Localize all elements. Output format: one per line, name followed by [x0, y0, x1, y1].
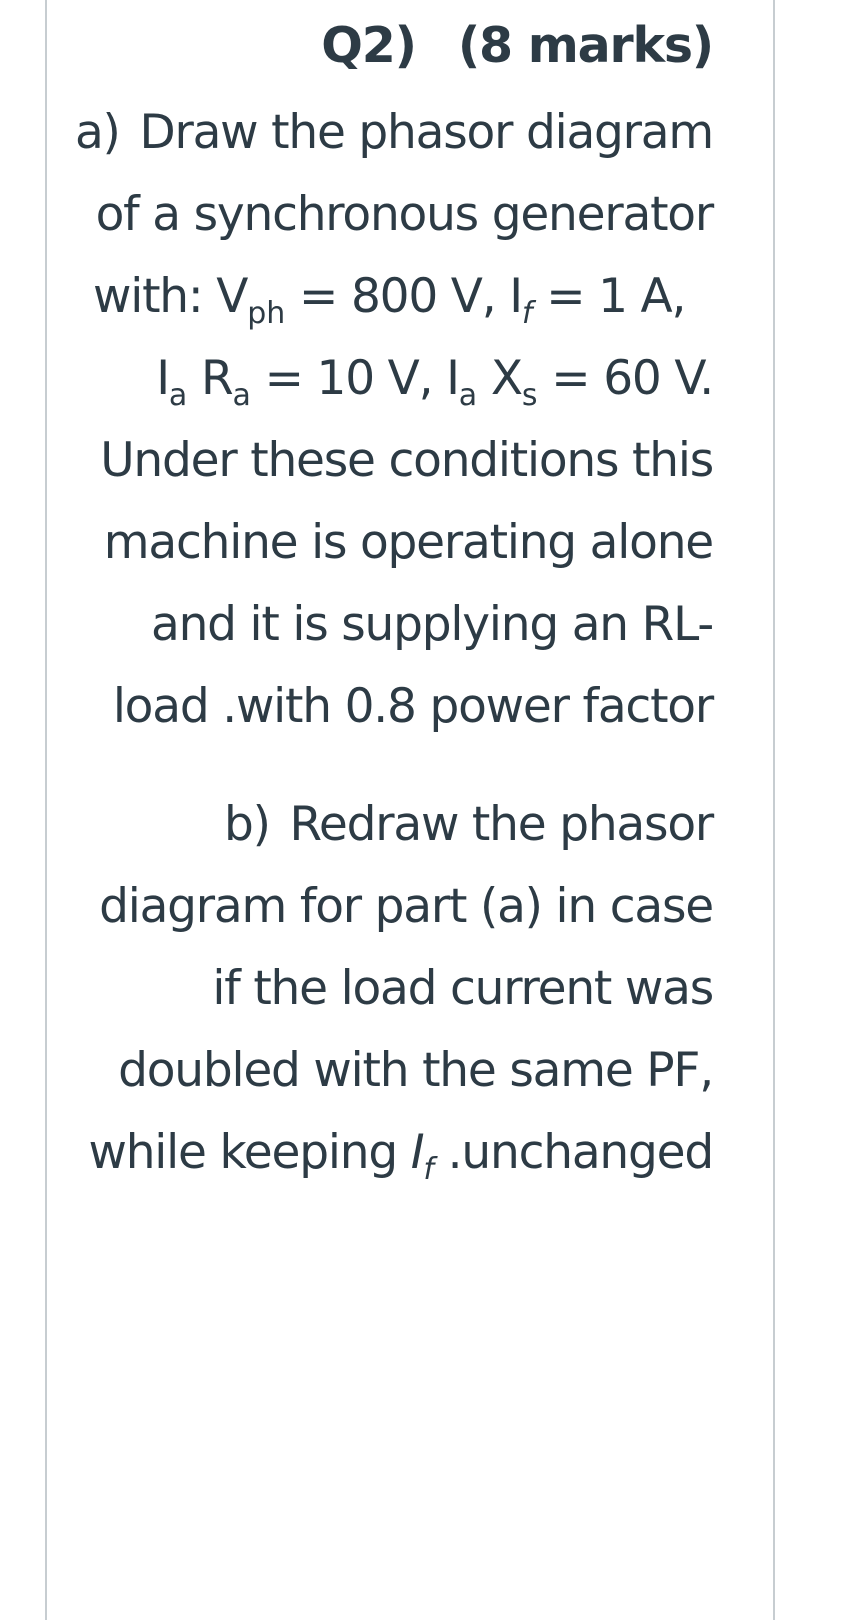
xs-symbol: X [490, 351, 522, 406]
iaxs-value: = 60 V. Under these conditions this machine is operating alone and it is supplying an RL-load .with 0.8 power factor [100, 351, 713, 734]
ra-symbol: R [201, 351, 233, 406]
if-value: = 1 A, [532, 269, 699, 324]
part-a-line1: Draw the phasor diagram of a synchronous generator with: V [92, 105, 713, 324]
ia-symbol: I [156, 351, 169, 406]
vph-subscript: ph [247, 296, 286, 331]
part-b-tail: .unchanged [433, 1125, 713, 1180]
vph-value: = 800 V, I [285, 269, 522, 324]
question-card [45, 0, 775, 1620]
question-content [73, 0, 713, 1194]
part-b-text [73, 784, 713, 1194]
if-subscript: f [521, 296, 533, 331]
question-heading [73, 0, 713, 92]
part-a-text [73, 92, 713, 748]
question-marks: (8 marks) [457, 17, 713, 74]
ra-subscript: a [232, 378, 251, 413]
xs-subscript: s [521, 378, 538, 413]
part-b-marker: b) [224, 797, 270, 852]
ia-subscript: a [168, 378, 188, 413]
part-b-body: Redraw the phasor diagram for part (a) in case if the load current was doubled with the same PF, while keeping [88, 797, 713, 1180]
question-number: Q2) [321, 17, 416, 74]
part-b-if-symbol: I [410, 1125, 424, 1180]
iara-value: = 10 V, I [250, 351, 459, 406]
ia2-subscript: a [458, 378, 478, 413]
part-b-if-subscript: f [423, 1152, 434, 1187]
part-a-marker: a) [74, 105, 120, 160]
